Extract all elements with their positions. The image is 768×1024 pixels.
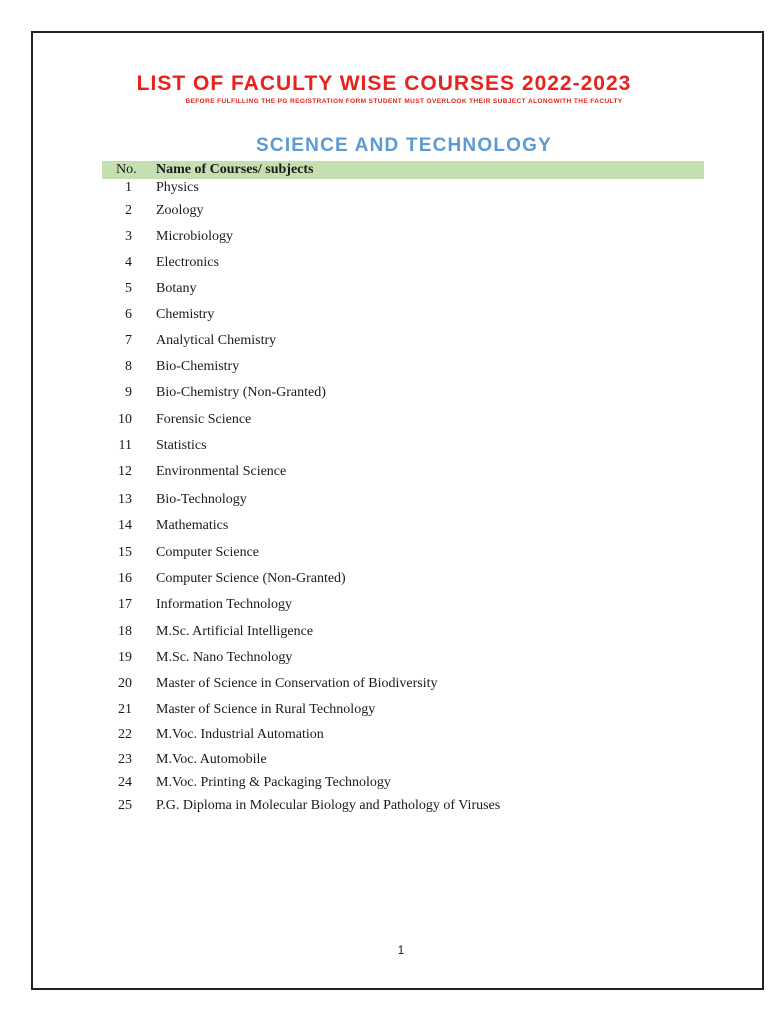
course-name: M.Voc. Automobile (156, 752, 267, 767)
table-row (102, 726, 704, 744)
column-header-name: Name of Courses/ subjects (156, 162, 314, 177)
course-name: Computer Science (Non-Granted) (156, 571, 346, 586)
course-name: Chemistry (156, 307, 215, 322)
table-row (102, 280, 704, 298)
table-row (102, 774, 704, 792)
course-name: Environmental Science (156, 464, 287, 479)
table-row (102, 306, 704, 324)
table-header (102, 161, 704, 179)
row-number: 23 (118, 752, 132, 767)
row-number: 19 (118, 650, 132, 665)
course-name: Information Technology (156, 597, 293, 612)
course-name: M.Voc. Industrial Automation (156, 727, 324, 742)
document-title: LIST OF FACULTY WISE COURSES 2022-2023 (136, 72, 632, 95)
table-row (102, 437, 704, 455)
row-number: 21 (118, 702, 132, 717)
table-row (102, 751, 704, 769)
table-row (102, 517, 704, 535)
row-number: 3 (125, 229, 132, 244)
course-name: Zoology (156, 203, 204, 218)
document-subtitle: BEFORE FULFILLING THE PG REGISTRATION FORM STUDENT MUST OVERLOOK THEIR SUBJECT ALONGWITH THE FACULTY (185, 98, 623, 105)
row-number: 12 (118, 464, 132, 479)
row-number: 17 (118, 597, 132, 612)
table-row (102, 411, 704, 429)
table-row (102, 623, 704, 641)
row-number: 24 (118, 775, 132, 790)
course-name: M.Sc. Artificial Intelligence (156, 624, 314, 639)
course-name: Master of Science in Rural Technology (156, 702, 376, 717)
course-name: Bio-Technology (156, 492, 247, 507)
row-number: 5 (125, 281, 132, 296)
page-number: 1 (397, 943, 405, 957)
column-header-no: No. (116, 162, 137, 177)
row-number: 14 (118, 518, 132, 533)
table-row (102, 332, 704, 350)
row-number: 10 (118, 412, 132, 427)
table-row (102, 491, 704, 509)
section-heading: SCIENCE AND TECHNOLOGY (256, 135, 552, 156)
row-number: 4 (125, 255, 132, 270)
table-row (102, 463, 704, 481)
row-number: 16 (118, 571, 132, 586)
table-row (102, 254, 704, 272)
course-name: M.Sc. Nano Technology (156, 650, 293, 665)
course-name: P.G. Diploma in Molecular Biology and Pathology of Viruses (156, 798, 501, 813)
row-number: 2 (125, 203, 132, 218)
table-row (102, 701, 704, 719)
course-name: Mathematics (156, 518, 229, 533)
course-name: Analytical Chemistry (156, 333, 277, 348)
course-name: Forensic Science (156, 412, 252, 427)
course-name: Statistics (156, 438, 207, 453)
row-number: 8 (125, 359, 132, 374)
course-name: Computer Science (156, 545, 260, 560)
table-row (102, 179, 704, 197)
course-name: Bio-Chemistry (Non-Granted) (156, 385, 326, 400)
row-number: 9 (125, 385, 132, 400)
row-number: 13 (118, 492, 132, 507)
row-number: 15 (118, 545, 132, 560)
table-row (102, 544, 704, 562)
row-number: 20 (118, 676, 132, 691)
row-number: 18 (118, 624, 132, 639)
course-name: M.Voc. Printing & Packaging Technology (156, 775, 391, 790)
table-row (102, 228, 704, 246)
row-number: 25 (118, 798, 132, 813)
course-name: Microbiology (156, 229, 233, 244)
row-number: 6 (125, 307, 132, 322)
table-row (102, 649, 704, 667)
course-name: Electronics (156, 255, 219, 270)
row-number: 1 (125, 180, 132, 195)
table-row (102, 202, 704, 220)
row-number: 22 (118, 727, 132, 742)
course-name: Physics (156, 180, 199, 195)
row-number: 7 (125, 333, 132, 348)
table-row (102, 384, 704, 402)
table-row (102, 797, 704, 815)
table-row (102, 675, 704, 693)
row-number: 11 (118, 438, 132, 453)
table-row (102, 596, 704, 614)
table-row (102, 358, 704, 376)
course-name: Master of Science in Conservation of Biodiversity (156, 676, 438, 691)
table-row (102, 570, 704, 588)
course-name: Botany (156, 281, 197, 296)
course-name: Bio-Chemistry (156, 359, 240, 374)
